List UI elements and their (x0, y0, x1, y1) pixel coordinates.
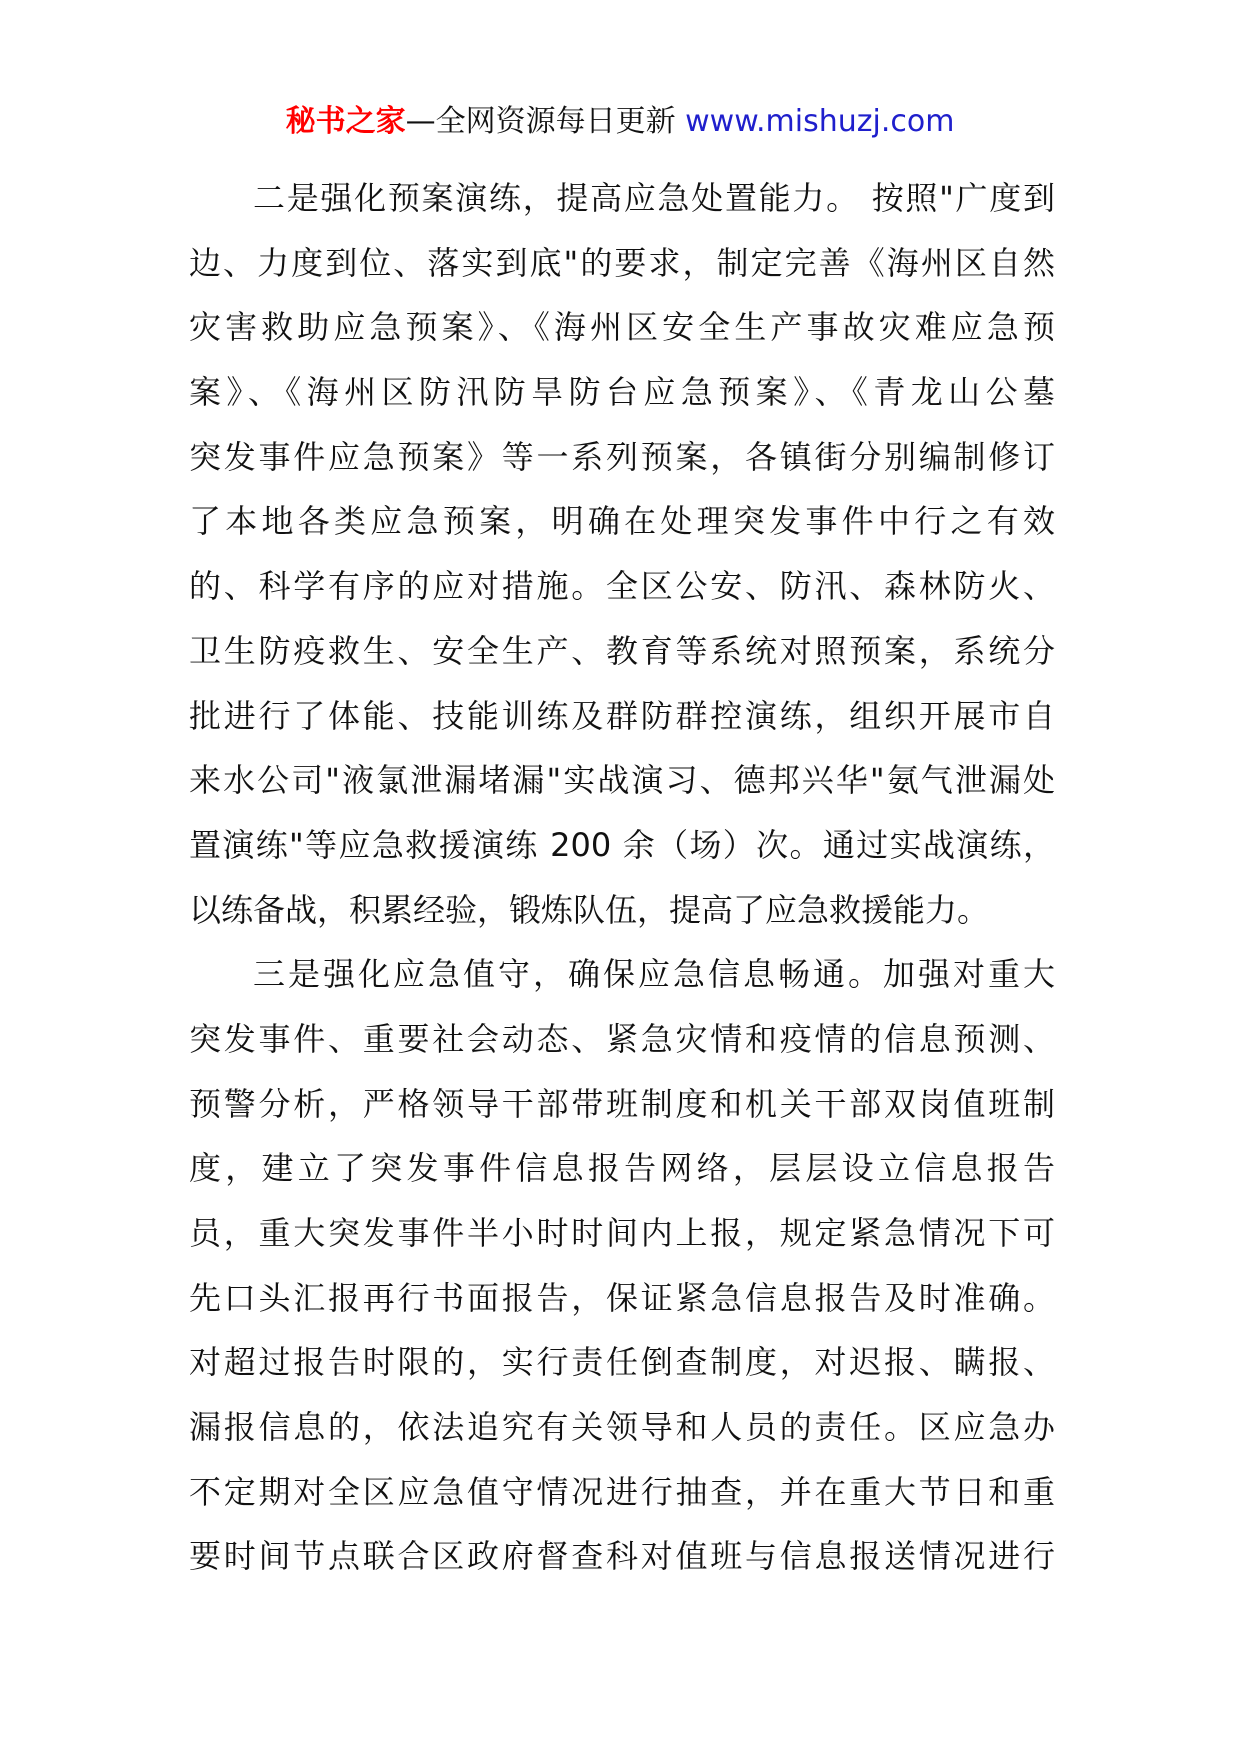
text-line: 以练备战，积累经验，锻炼队伍，提高了应急救援能力。 (189, 890, 990, 929)
text-line: 不定期对全区应急值守情况进行抽查，并在重大节日和重 (189, 1472, 1055, 1511)
text-line: 来水公司"液氯泄漏堵漏"实战演习、德邦兴华"氨气泄漏处 (189, 761, 1055, 800)
text-line: 了本地各类应急预案，明确在处理突发事件中行之有效 (189, 502, 1055, 541)
site-url-link[interactable]: www.mishuzj.com (685, 104, 955, 139)
header-tagline: —全网资源每日更新 (405, 104, 676, 139)
text-line: 二是强化预案演练，提高应急处置能力。 按照"广度到 (253, 179, 1055, 217)
text-line: 卫生防疫救生、安全生产、教育等系统对照预案，系统分 (189, 631, 1055, 670)
document-body (189, 166, 1055, 1589)
text-line: 要时间节点联合区政府督查科对值班与信息报送情况进行 (189, 1537, 1055, 1576)
page-header (0, 102, 1240, 142)
text-line: 突发事件应急预案》等一系列预案，各镇街分别编制修订 (189, 437, 1055, 476)
text-line: 漏报信息的，依法追究有关领导和人员的责任。区应急办 (189, 1408, 1055, 1447)
paragraph-drill (189, 166, 1055, 942)
text-line: 员，重大突发事件半小时时间内上报，规定紧急情况下可 (189, 1214, 1055, 1252)
text-line: 的、科学有序的应对措施。全区公安、防汛、森林防火、 (189, 567, 1055, 606)
paragraph-duty (189, 942, 1055, 1589)
text-line: 边、力度到位、落实到底"的要求，制定完善《海州区自然 (189, 243, 1055, 282)
text-line: 对超过报告时限的，实行责任倒查制度，对迟报、瞒报、 (189, 1343, 1055, 1382)
text-line: 预警分析，严格领导干部带班制度和机关干部双岗值班制 (189, 1084, 1055, 1123)
text-line: 灾害救助应急预案》、《海州区安全生产事故灾难应急预 (189, 308, 1055, 347)
text-line: 案》、《海州区防汛防旱防台应急预案》、《青龙山公墓 (189, 373, 1055, 412)
text-line: 三是强化应急值守，确保应急信息畅通。加强对重大 (253, 955, 1055, 994)
text-line: 突发事件、重要社会动态、紧急灾情和疫情的信息预测、 (189, 1019, 1055, 1058)
text-line: 置演练"等应急救援演练 200 余（场）次。通过实战演练， (189, 825, 1055, 864)
brand-name: 秘书之家 (285, 104, 406, 139)
text-line: 度，建立了突发事件信息报告网络，层层设立信息报告 (189, 1149, 1055, 1188)
text-line: 批进行了体能、技能训练及群防群控演练，组织开展市自 (189, 696, 1055, 735)
text-line: 先口头汇报再行书面报告，保证紧急信息报告及时准确。 (189, 1278, 1055, 1317)
